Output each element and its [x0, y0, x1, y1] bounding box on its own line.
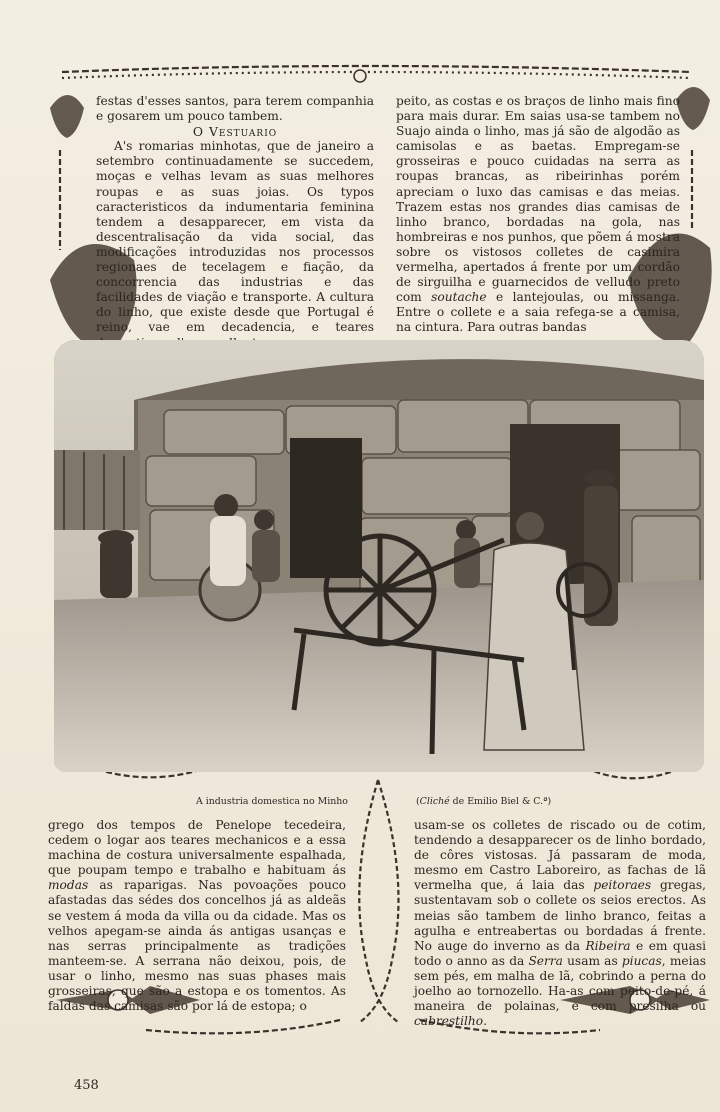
text-run: grego dos tempos de Penelope tecedeira, cedem o logar aos teares mechanicos e a essa machina de costura universalmente espalhada, que poupam tempo e trabalho e habituam ás	[48, 818, 346, 878]
italic-term-serra: Serra	[528, 953, 563, 968]
text-run: usam as	[562, 953, 622, 968]
text-run: as raparigas. Nas povoações pouco afastadas das sédes dos concelhos já as aldeãs se vestem á moda da villa ou da cidade. Mas os velhos apegam-se ainda ás antigas usanças e nas serras principalmente as tradições manteem-se. A serrana não deixou, pois, de usar o linho, mesmo nas suas phases mais grosseiras, que são a estopa e os tomentos. As faldas das camisas são por lá de estopa; o	[48, 878, 346, 1014]
caption-cliche: Cliché	[419, 796, 450, 807]
top-left-column	[96, 94, 374, 351]
bottom-right-column	[414, 818, 706, 1029]
page-number: 458	[74, 1078, 99, 1093]
text-run: gregas, sustentavam sob o collete os seios erectos. As meias são tambem de linho branco, feitas a agulha e entreabertas ou bordadas á frente. No auge do inverno as da	[414, 878, 706, 953]
paragraph-colletes	[414, 818, 706, 1029]
italic-term-peitoraes: peitoraes	[593, 878, 652, 893]
photo-illustration	[54, 340, 704, 772]
figure-caption-title: A industria domestica no Minho	[196, 796, 348, 807]
figure-caption-credit	[416, 796, 551, 807]
photo-industria-domestica	[54, 340, 704, 772]
bottom-left-column	[48, 818, 346, 1014]
italic-term-cabrestilho: cabrestilho	[414, 1014, 484, 1029]
italic-term-ribeira: Ribeira	[585, 938, 631, 953]
section-heading-vestuario: O Vestuario	[192, 124, 278, 140]
italic-term-piucas: piucas	[621, 953, 662, 968]
text-run: e em quasi todo o anno as da	[414, 938, 706, 968]
paragraph-peito	[396, 94, 680, 336]
text-run: .	[483, 1014, 487, 1029]
paragraph-romarias: A's romarias minhotas, que de janeiro a setembro continuadamente se succedem, moças e velhas levam as suas melhores roupas e as suas joias. Os typos caracteristicos da indumentaria feminina tendem a desapparecer, em vista da descentralisação da vida social, das modificações introduzidas nos processos regionaes de tecelagem e fiação, da concorrencia das industrias e das facilidades de viação e transporte. A cultura do linho, que existe desde que Portugal é reino, vae em decadencia, e teares	[96, 139, 374, 335]
caption-photographer: de Emilio Biel & C.ª)	[449, 796, 552, 807]
caption-open-paren: (	[416, 796, 420, 807]
italic-term-soutache: soutache	[431, 290, 487, 305]
italic-term-modas: modas	[48, 878, 89, 893]
text-run: , meias sem pés, em malha de lã, cobrindo a perna do joelho ao tornozello. Ha-as com peito-de-pé, á maneira de polainas, e com presilha ou	[414, 953, 707, 1014]
paragraph-grego	[48, 818, 346, 1014]
top-right-column	[396, 94, 680, 336]
paragraph-festas: festas d'esses santos, para terem companhia e gosarem um pouco tambem.	[96, 94, 374, 124]
text-run: e lantejoulas, ou missanga. Entre o collete e a saia refega-se a camisa, na cintura. Para outras bandas	[396, 290, 680, 335]
text-run: usam-se os colletes de riscado ou de cotim, tendendo a desapparecer os de linho bordado, de côres vistosas. Já passaram de moda, mesmo em Castro Laboreiro, as fachas de lã vermelha que, á laia das	[414, 818, 706, 893]
text-run: peito, as costas e os braços de linho mais fino para mais durar. Em saias usa-se tambem no Suajo ainda o linho, mas já são de algodão as camisolas e as baetas. Empregam-se grosseiras e pouco cuidadas na serra as roupas brancas, as ribeirinhas porém apreciam o luxo das camisas e das meias. Trazem estas nos grandes dias camisas de linho branco, bordadas na gola, nas hombreiras e nos punhos, que põem á mostra sobre os vistosos colletes de casimira vermelha, apertados á frente por um cordão de sirguilha e guarnecidos de velludo preto com	[396, 94, 680, 305]
